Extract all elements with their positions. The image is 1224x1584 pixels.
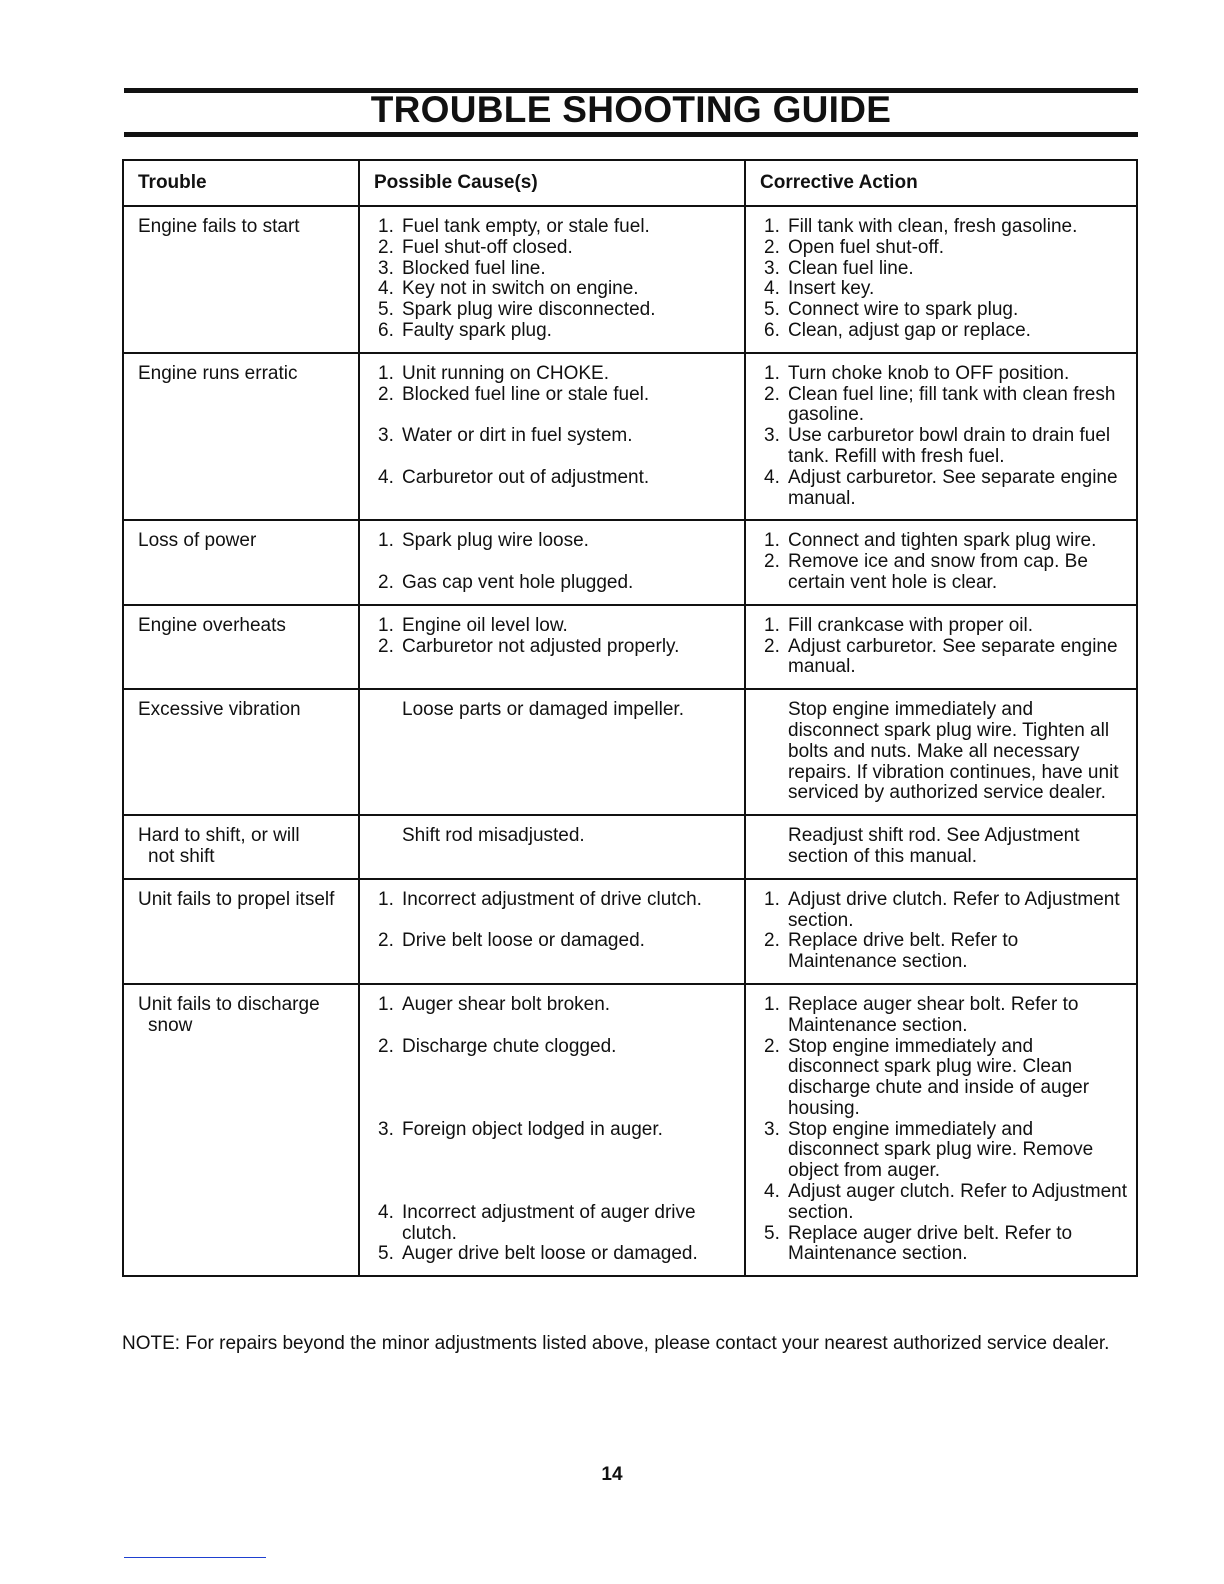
causes-cell	[359, 605, 745, 689]
action-text: Adjust drive clutch. Refer to Adjustment section.	[788, 888, 1120, 931]
cause-text: Drive belt loose or damaged.	[402, 930, 645, 952]
action-text: Turn choke knob to OFF position.	[788, 362, 1070, 384]
action-text: Fill tank with clean, fresh gasoline.	[788, 216, 1078, 237]
trouble-text: Excessive vibration	[138, 699, 301, 721]
header-actions: Corrective Action	[745, 160, 1137, 206]
cause-text: Water or dirt in fuel system.	[402, 425, 633, 447]
page-title: TROUBLE SHOOTING GUIDE	[370, 89, 892, 130]
table-header-row	[123, 160, 1137, 206]
table-row	[123, 984, 1137, 1276]
trouble-cell	[123, 353, 359, 521]
actions-cell	[745, 879, 1137, 984]
cause-item	[378, 573, 736, 594]
cause-number: 5.	[378, 299, 394, 321]
action-text: Connect wire to spark plug.	[788, 299, 1019, 321]
action-text: Use carburetor bowl drain to drain fuel tank. Refill with fresh fuel.	[788, 425, 1111, 467]
table-row	[123, 520, 1137, 604]
cause-text: Unit running on CHOKE.	[402, 362, 609, 384]
trouble-text: Engine runs erratic	[138, 362, 298, 384]
cause-text: Spark plug wire disconnected.	[402, 299, 656, 321]
action-number: 1.	[764, 614, 780, 636]
cause-number: 4.	[378, 466, 394, 488]
cause-number: 1.	[378, 993, 394, 1015]
trouble-cell	[123, 879, 359, 984]
cause-number: 1.	[378, 362, 394, 384]
action-item	[764, 259, 1128, 280]
cause-number: 2.	[378, 930, 394, 952]
trouble-text: snow	[148, 1014, 193, 1036]
cause-item	[378, 531, 736, 552]
action-item	[764, 300, 1128, 321]
cause-number: 3.	[378, 425, 394, 447]
action-number: 2.	[764, 1035, 780, 1057]
cause-text: Faulty spark plug.	[402, 319, 552, 341]
action-number: 4.	[764, 1181, 780, 1203]
footer-link-line	[124, 1557, 266, 1558]
trouble-text: Engine overheats	[138, 614, 286, 636]
cause-item	[378, 637, 736, 658]
cause-number: 4.	[378, 278, 394, 300]
action-item	[764, 385, 1128, 427]
action-number: 1.	[764, 993, 780, 1015]
action-item	[764, 321, 1128, 342]
cause-item	[378, 1120, 736, 1141]
cause-number: 5.	[378, 1243, 394, 1265]
actions-cell	[745, 605, 1137, 689]
action-text: Stop engine immediately and disconnect spark plug wire. Remove object from auger.	[788, 1118, 1094, 1182]
cause-item	[378, 259, 736, 280]
trouble-text: Engine fails to start	[138, 216, 300, 237]
action-text: Clean, adjust gap or replace.	[788, 319, 1031, 341]
cause-text: Carburetor out of adjustment.	[402, 466, 650, 488]
action-number: 2.	[764, 383, 780, 405]
action-item	[764, 531, 1128, 552]
causes-cell	[359, 206, 745, 353]
action-text: Replace drive belt. Refer to Maintenance section.	[788, 930, 1019, 973]
action-item	[764, 426, 1128, 468]
action-number: 1.	[764, 530, 780, 552]
cause-item	[378, 321, 736, 342]
action-text: Open fuel shut-off.	[788, 236, 944, 258]
cause-text: Gas cap vent hole plugged.	[402, 571, 634, 593]
action-item	[764, 1224, 1128, 1266]
cause-text: Key not in switch on engine.	[402, 278, 639, 300]
table-row	[123, 206, 1137, 353]
action-item	[764, 616, 1128, 637]
action-text: Remove ice and snow from cap. Be certain vent hole is clear.	[788, 551, 1088, 593]
cause-text: Shift rod misadjusted.	[402, 825, 585, 847]
trouble-text: Hard to shift, or will	[138, 825, 300, 847]
cause-item	[378, 890, 736, 911]
cause-text: Spark plug wire loose.	[402, 530, 589, 552]
action-number: 1.	[764, 216, 780, 237]
header-trouble: Trouble	[123, 160, 359, 206]
action-text: Replace auger shear bolt. Refer to Maintenance section.	[788, 993, 1079, 1036]
cause-item	[378, 426, 736, 447]
action-item	[764, 1037, 1128, 1120]
causes-cell	[359, 520, 745, 604]
action-number: 4.	[764, 466, 780, 488]
cause-number: 2.	[378, 1035, 394, 1057]
trouble-cell	[123, 605, 359, 689]
cause-item	[378, 616, 736, 637]
actions-cell	[745, 206, 1137, 353]
action-item	[764, 468, 1128, 510]
causes-cell	[359, 984, 745, 1276]
action-item	[764, 890, 1128, 932]
action-item	[764, 238, 1128, 259]
cause-text: Discharge chute clogged.	[402, 1035, 617, 1057]
action-text: Stop engine immediately and disconnect spark plug wire. Clean discharge chute and inside of auger housing.	[788, 1035, 1090, 1119]
cause-item	[378, 931, 736, 952]
cause-item	[378, 300, 736, 321]
action-number: 6.	[764, 319, 780, 341]
action-number: 1.	[764, 888, 780, 910]
cause-text: Blocked fuel line.	[402, 257, 546, 279]
trouble-shooting-table	[122, 159, 1138, 1277]
cause-item	[378, 1203, 736, 1245]
cause-text: Carburetor not adjusted properly.	[402, 635, 680, 657]
actions-cell	[745, 984, 1137, 1276]
table-row	[123, 605, 1137, 689]
action-number: 5.	[764, 1222, 780, 1244]
action-number: 2.	[764, 551, 780, 573]
trouble-text: Unit fails to discharge	[138, 993, 320, 1015]
header-causes: Possible Cause(s)	[359, 160, 745, 206]
action-item	[764, 364, 1128, 385]
action-number: 2.	[764, 635, 780, 657]
table-row	[123, 815, 1137, 879]
cause-text: Fuel tank empty, or stale fuel.	[402, 216, 650, 237]
action-text: Clean fuel line.	[788, 257, 914, 279]
action-number: 2.	[764, 930, 780, 952]
action-text: Clean fuel line; fill tank with clean fresh gasoline.	[788, 383, 1116, 426]
cause-number: 1.	[378, 888, 394, 910]
action-item	[764, 279, 1128, 300]
cause-text: Foreign object lodged in auger.	[402, 1118, 663, 1140]
action-text: Adjust auger clutch. Refer to Adjustment section.	[788, 1181, 1128, 1223]
cause-text: Loose parts or damaged impeller.	[402, 699, 684, 721]
causes-cell	[359, 689, 745, 815]
causes-cell	[359, 353, 745, 521]
table-row	[123, 879, 1137, 984]
page-number: 14	[601, 1464, 623, 1485]
cause-number: 2.	[378, 236, 394, 258]
cause-item	[378, 1037, 736, 1058]
action-number: 4.	[764, 278, 780, 300]
trouble-text: not shift	[148, 845, 215, 867]
action-text: Adjust carburetor. See separate engine manual.	[788, 466, 1118, 509]
trouble-cell	[123, 206, 359, 353]
cause-number: 4.	[378, 1201, 394, 1223]
cause-item	[378, 238, 736, 259]
action-text: Connect and tighten spark plug wire.	[788, 530, 1097, 552]
cause-text: Blocked fuel line or stale fuel.	[402, 383, 650, 405]
service-note: NOTE: For repairs beyond the minor adjustments listed above, please contact your nearest authorized service dealer.	[122, 1333, 1110, 1354]
trouble-cell	[123, 815, 359, 879]
cause-number: 2.	[378, 571, 394, 593]
action-number: 3.	[764, 425, 780, 447]
cause-text: Incorrect adjustment of auger drive clutch.	[402, 1201, 696, 1244]
cause-item	[378, 1244, 736, 1265]
table-row	[123, 689, 1137, 815]
cause-number: 1.	[378, 530, 394, 552]
actions-cell	[745, 815, 1137, 879]
cause-text: Auger drive belt loose or damaged.	[402, 1243, 698, 1265]
action-number: 1.	[764, 362, 780, 384]
action-number: 3.	[764, 257, 780, 279]
table-row	[123, 353, 1137, 521]
cause-number: 2.	[378, 383, 394, 405]
title-rule-bottom	[124, 132, 1138, 137]
cause-item	[378, 217, 736, 238]
action-number: 3.	[764, 1118, 780, 1140]
action-item	[764, 995, 1128, 1037]
cause-number: 3.	[378, 1118, 394, 1140]
action-item	[764, 552, 1128, 594]
cause-text: Engine oil level low.	[402, 614, 568, 636]
actions-cell	[745, 689, 1137, 815]
causes-cell	[359, 879, 745, 984]
cause-number: 1.	[378, 216, 394, 237]
trouble-text: Loss of power	[138, 530, 257, 552]
action-number: 5.	[764, 299, 780, 321]
action-text: Insert key.	[788, 278, 875, 300]
cause-number: 2.	[378, 635, 394, 657]
action-text: Replace auger drive belt. Refer to Maintenance section.	[788, 1222, 1073, 1265]
action-text: Adjust carburetor. See separate engine manual.	[788, 635, 1118, 678]
action-text: Fill crankcase with proper oil.	[788, 614, 1033, 636]
trouble-cell	[123, 984, 359, 1276]
trouble-text: Unit fails to propel itself	[138, 888, 335, 910]
cause-number: 1.	[378, 614, 394, 636]
cause-item	[378, 279, 736, 300]
cause-item	[378, 995, 736, 1016]
action-item	[764, 217, 1128, 238]
cause-item	[378, 364, 736, 385]
action-item	[764, 1182, 1128, 1224]
cause-text: Auger shear bolt broken.	[402, 993, 611, 1015]
action-item	[764, 931, 1128, 973]
action-item	[764, 1120, 1128, 1182]
cause-item	[378, 385, 736, 406]
actions-cell	[745, 520, 1137, 604]
cause-number: 6.	[378, 319, 394, 341]
action-text: Stop engine immediately and disconnect spark plug wire. Tighten all bolts and nuts. Make all necessary repairs. If vibration continues, have unit serviced by authorized service dealer.	[788, 699, 1119, 804]
action-number: 2.	[764, 236, 780, 258]
actions-cell	[745, 353, 1137, 521]
cause-text: Fuel shut-off closed.	[402, 236, 573, 258]
trouble-cell	[123, 689, 359, 815]
cause-item	[378, 468, 736, 489]
cause-number: 3.	[378, 257, 394, 279]
trouble-cell	[123, 520, 359, 604]
action-text: Readjust shift rod. See Adjustment section of this manual.	[788, 825, 1080, 867]
causes-cell	[359, 815, 745, 879]
cause-text: Incorrect adjustment of drive clutch.	[402, 888, 702, 910]
action-item	[764, 637, 1128, 679]
